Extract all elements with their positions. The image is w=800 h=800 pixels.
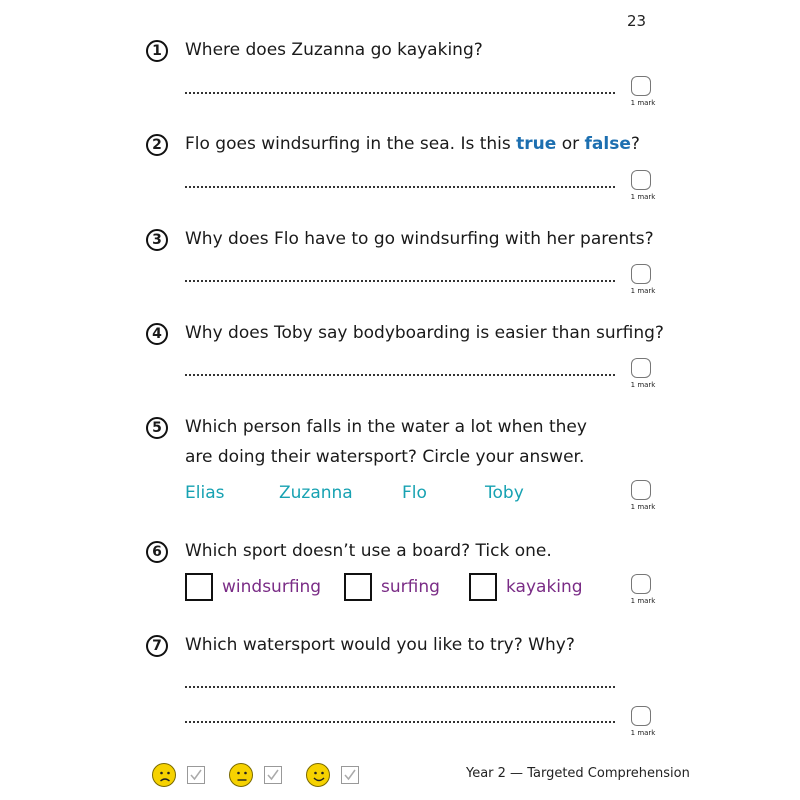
question-3-text: Why does Flo have to go windsurfing with her parents? bbox=[185, 229, 654, 249]
page-number: 23 bbox=[627, 12, 647, 30]
question-6-text: Which sport doesn’t use a board? Tick one. bbox=[185, 541, 552, 561]
footer-title: Year 2 — Targeted Comprehension bbox=[466, 766, 690, 781]
question-number-5: 5 bbox=[146, 417, 168, 439]
option-zuzanna[interactable]: Zuzanna bbox=[279, 483, 353, 503]
answer-line-1[interactable] bbox=[185, 92, 615, 94]
self-assess-check-2[interactable] bbox=[264, 766, 282, 784]
question-number-6: 6 bbox=[146, 541, 168, 563]
question-2-text-post: ? bbox=[630, 134, 640, 154]
self-assess-check-1[interactable] bbox=[187, 766, 205, 784]
mark-box-3[interactable] bbox=[631, 264, 651, 284]
option-elias[interactable]: Elias bbox=[185, 483, 225, 503]
mark-box-7[interactable] bbox=[631, 706, 651, 726]
mark-box-5[interactable] bbox=[631, 480, 651, 500]
mark-box-2[interactable] bbox=[631, 170, 651, 190]
neutral-face-icon bbox=[229, 763, 253, 787]
mark-label-4: 1 mark bbox=[630, 381, 656, 389]
mark-label-3: 1 mark bbox=[630, 287, 656, 295]
self-assess-check-3[interactable] bbox=[341, 766, 359, 784]
question-number-4: 4 bbox=[146, 323, 168, 345]
keyword-true: true bbox=[516, 134, 557, 154]
question-2-text-mid: or bbox=[556, 134, 585, 154]
tick-label-surfing: surfing bbox=[381, 577, 440, 597]
question-1-text: Where does Zuzanna go kayaking? bbox=[185, 40, 483, 60]
question-2-text bbox=[185, 134, 640, 154]
option-toby[interactable]: Toby bbox=[485, 483, 524, 503]
mark-box-6[interactable] bbox=[631, 574, 651, 594]
tick-box-windsurfing[interactable] bbox=[185, 573, 213, 601]
answer-line-7b[interactable] bbox=[185, 721, 615, 723]
question-number-1: 1 bbox=[146, 40, 168, 62]
answer-line-7a[interactable] bbox=[185, 686, 615, 688]
option-flo[interactable]: Flo bbox=[402, 483, 427, 503]
mark-label-6: 1 mark bbox=[630, 597, 656, 605]
keyword-false: false bbox=[584, 134, 631, 154]
answer-line-3[interactable] bbox=[185, 280, 615, 282]
question-5-line-1: Which person falls in the water a lot when they bbox=[185, 417, 587, 437]
mark-label-1: 1 mark bbox=[630, 99, 656, 107]
mark-box-4[interactable] bbox=[631, 358, 651, 378]
mark-label-7: 1 mark bbox=[630, 729, 656, 737]
answer-line-2[interactable] bbox=[185, 186, 615, 188]
question-5-line-2: are doing their watersport? Circle your answer. bbox=[185, 447, 585, 467]
question-7-text: Which watersport would you like to try? Why? bbox=[185, 635, 575, 655]
answer-line-4[interactable] bbox=[185, 374, 615, 376]
question-number-2: 2 bbox=[146, 134, 168, 156]
tick-box-kayaking[interactable] bbox=[469, 573, 497, 601]
happy-face-icon bbox=[306, 763, 330, 787]
question-number-3: 3 bbox=[146, 229, 168, 251]
question-4-text: Why does Toby say bodyboarding is easier than surfing? bbox=[185, 323, 664, 343]
tick-box-surfing[interactable] bbox=[344, 573, 372, 601]
mark-box-1[interactable] bbox=[631, 76, 651, 96]
tick-label-kayaking: kayaking bbox=[506, 577, 583, 597]
mark-label-5: 1 mark bbox=[630, 503, 656, 511]
question-2-text-pre: Flo goes windsurfing in the sea. Is this bbox=[185, 134, 517, 154]
mark-label-2: 1 mark bbox=[630, 193, 656, 201]
sad-face-icon bbox=[152, 763, 176, 787]
question-number-7: 7 bbox=[146, 635, 168, 657]
tick-label-windsurfing: windsurfing bbox=[222, 577, 322, 597]
